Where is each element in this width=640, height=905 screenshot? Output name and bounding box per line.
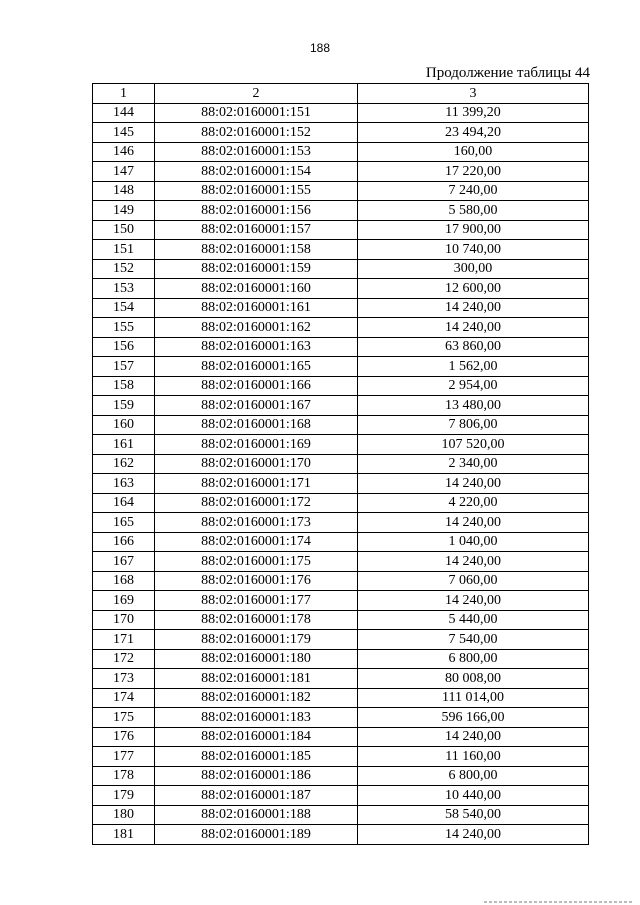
value-cell: 1 562,00 xyxy=(358,357,589,377)
cadastral-number-cell: 88:02:0160001:177 xyxy=(155,591,358,611)
row-number-cell: 168 xyxy=(93,571,155,591)
value-cell: 6 800,00 xyxy=(358,649,589,669)
table-caption: Продолжение таблицы 44 xyxy=(425,65,590,81)
row-number-cell: 147 xyxy=(93,162,155,182)
row-number-cell: 176 xyxy=(93,727,155,747)
cadastral-number-cell: 88:02:0160001:170 xyxy=(155,454,358,474)
row-number-cell: 170 xyxy=(93,610,155,630)
value-cell: 160,00 xyxy=(358,142,589,162)
value-cell: 7 806,00 xyxy=(358,415,589,435)
cadastral-number-cell: 88:02:0160001:153 xyxy=(155,142,358,162)
value-cell: 596 166,00 xyxy=(358,708,589,728)
row-number-cell: 177 xyxy=(93,747,155,767)
table-row xyxy=(93,513,589,533)
value-cell: 12 600,00 xyxy=(358,279,589,299)
value-cell: 80 008,00 xyxy=(358,669,589,689)
cadastral-number-cell: 88:02:0160001:173 xyxy=(155,513,358,533)
cadastral-number-cell: 88:02:0160001:156 xyxy=(155,201,358,221)
value-cell: 63 860,00 xyxy=(358,337,589,357)
cadastral-number-cell: 88:02:0160001:184 xyxy=(155,727,358,747)
table-row xyxy=(93,708,589,728)
data-table xyxy=(92,83,589,845)
cadastral-number-cell: 88:02:0160001:154 xyxy=(155,162,358,182)
row-number-cell: 158 xyxy=(93,376,155,396)
row-number-cell: 156 xyxy=(93,337,155,357)
cadastral-number-cell: 88:02:0160001:172 xyxy=(155,493,358,513)
row-number-cell: 163 xyxy=(93,474,155,494)
table-row xyxy=(93,240,589,260)
cadastral-number-cell: 88:02:0160001:158 xyxy=(155,240,358,260)
page-number: 188 xyxy=(309,41,331,55)
table-row xyxy=(93,337,589,357)
table-row xyxy=(93,123,589,143)
table-row xyxy=(93,727,589,747)
row-number-cell: 157 xyxy=(93,357,155,377)
value-cell: 2 340,00 xyxy=(358,454,589,474)
table-row xyxy=(93,649,589,669)
cadastral-number-cell: 88:02:0160001:165 xyxy=(155,357,358,377)
value-cell: 300,00 xyxy=(358,259,589,279)
column-header: 2 xyxy=(155,84,358,104)
row-number-cell: 146 xyxy=(93,142,155,162)
cadastral-number-cell: 88:02:0160001:152 xyxy=(155,123,358,143)
table-row xyxy=(93,610,589,630)
row-number-cell: 167 xyxy=(93,552,155,572)
cadastral-number-cell: 88:02:0160001:171 xyxy=(155,474,358,494)
row-number-cell: 175 xyxy=(93,708,155,728)
row-number-cell: 148 xyxy=(93,181,155,201)
row-number-cell: 180 xyxy=(93,805,155,825)
value-cell: 7 240,00 xyxy=(358,181,589,201)
cadastral-number-cell: 88:02:0160001:182 xyxy=(155,688,358,708)
table-header-row xyxy=(93,84,589,104)
row-number-cell: 150 xyxy=(93,220,155,240)
cadastral-number-cell: 88:02:0160001:168 xyxy=(155,415,358,435)
value-cell: 6 800,00 xyxy=(358,766,589,786)
row-number-cell: 165 xyxy=(93,513,155,533)
value-cell: 111 014,00 xyxy=(358,688,589,708)
row-number-cell: 171 xyxy=(93,630,155,650)
value-cell: 7 060,00 xyxy=(358,571,589,591)
row-number-cell: 160 xyxy=(93,415,155,435)
scan-artifact-line xyxy=(484,901,634,903)
row-number-cell: 155 xyxy=(93,318,155,338)
table-row xyxy=(93,688,589,708)
table-row xyxy=(93,786,589,806)
table-row xyxy=(93,142,589,162)
cadastral-number-cell: 88:02:0160001:151 xyxy=(155,103,358,123)
cadastral-number-cell: 88:02:0160001:178 xyxy=(155,610,358,630)
row-number-cell: 179 xyxy=(93,786,155,806)
table-row xyxy=(93,493,589,513)
value-cell: 14 240,00 xyxy=(358,513,589,533)
cadastral-number-cell: 88:02:0160001:175 xyxy=(155,552,358,572)
table-row xyxy=(93,162,589,182)
value-cell: 10 440,00 xyxy=(358,786,589,806)
value-cell: 17 900,00 xyxy=(358,220,589,240)
row-number-cell: 153 xyxy=(93,279,155,299)
value-cell: 14 240,00 xyxy=(358,825,589,845)
cadastral-number-cell: 88:02:0160001:163 xyxy=(155,337,358,357)
table-row xyxy=(93,376,589,396)
row-number-cell: 149 xyxy=(93,201,155,221)
row-number-cell: 169 xyxy=(93,591,155,611)
table-row xyxy=(93,220,589,240)
row-number-cell: 181 xyxy=(93,825,155,845)
table-row xyxy=(93,201,589,221)
cadastral-number-cell: 88:02:0160001:180 xyxy=(155,649,358,669)
cadastral-number-cell: 88:02:0160001:161 xyxy=(155,298,358,318)
cadastral-number-cell: 88:02:0160001:155 xyxy=(155,181,358,201)
value-cell: 11 399,20 xyxy=(358,103,589,123)
cadastral-number-cell: 88:02:0160001:176 xyxy=(155,571,358,591)
table-row xyxy=(93,630,589,650)
value-cell: 58 540,00 xyxy=(358,805,589,825)
cadastral-number-cell: 88:02:0160001:166 xyxy=(155,376,358,396)
cadastral-number-cell: 88:02:0160001:174 xyxy=(155,532,358,552)
cadastral-number-cell: 88:02:0160001:187 xyxy=(155,786,358,806)
value-cell: 4 220,00 xyxy=(358,493,589,513)
row-number-cell: 166 xyxy=(93,532,155,552)
value-cell: 14 240,00 xyxy=(358,298,589,318)
row-number-cell: 145 xyxy=(93,123,155,143)
table-row xyxy=(93,669,589,689)
value-cell: 14 240,00 xyxy=(358,318,589,338)
value-cell: 14 240,00 xyxy=(358,727,589,747)
table-row xyxy=(93,298,589,318)
value-cell: 13 480,00 xyxy=(358,396,589,416)
table-row xyxy=(93,415,589,435)
table-row xyxy=(93,454,589,474)
value-cell: 23 494,20 xyxy=(358,123,589,143)
value-cell: 17 220,00 xyxy=(358,162,589,182)
table-row xyxy=(93,357,589,377)
table-row xyxy=(93,747,589,767)
row-number-cell: 164 xyxy=(93,493,155,513)
value-cell: 10 740,00 xyxy=(358,240,589,260)
value-cell: 5 440,00 xyxy=(358,610,589,630)
cadastral-number-cell: 88:02:0160001:185 xyxy=(155,747,358,767)
row-number-cell: 159 xyxy=(93,396,155,416)
cadastral-number-cell: 88:02:0160001:169 xyxy=(155,435,358,455)
value-cell: 14 240,00 xyxy=(358,591,589,611)
row-number-cell: 174 xyxy=(93,688,155,708)
row-number-cell: 154 xyxy=(93,298,155,318)
table-row xyxy=(93,552,589,572)
value-cell: 7 540,00 xyxy=(358,630,589,650)
table-row xyxy=(93,571,589,591)
table-row xyxy=(93,103,589,123)
table-row xyxy=(93,532,589,552)
cadastral-number-cell: 88:02:0160001:181 xyxy=(155,669,358,689)
column-header: 1 xyxy=(93,84,155,104)
cadastral-number-cell: 88:02:0160001:189 xyxy=(155,825,358,845)
value-cell: 2 954,00 xyxy=(358,376,589,396)
table-row xyxy=(93,435,589,455)
table-row xyxy=(93,591,589,611)
value-cell: 5 580,00 xyxy=(358,201,589,221)
table-row xyxy=(93,805,589,825)
row-number-cell: 162 xyxy=(93,454,155,474)
value-cell: 1 040,00 xyxy=(358,532,589,552)
value-cell: 14 240,00 xyxy=(358,552,589,572)
cadastral-number-cell: 88:02:0160001:167 xyxy=(155,396,358,416)
row-number-cell: 178 xyxy=(93,766,155,786)
table-row xyxy=(93,259,589,279)
cadastral-number-cell: 88:02:0160001:183 xyxy=(155,708,358,728)
table-body xyxy=(93,103,589,844)
table-row xyxy=(93,474,589,494)
table-row xyxy=(93,279,589,299)
value-cell: 107 520,00 xyxy=(358,435,589,455)
row-number-cell: 172 xyxy=(93,649,155,669)
cadastral-number-cell: 88:02:0160001:179 xyxy=(155,630,358,650)
row-number-cell: 173 xyxy=(93,669,155,689)
table-row xyxy=(93,396,589,416)
row-number-cell: 152 xyxy=(93,259,155,279)
table-row xyxy=(93,181,589,201)
row-number-cell: 161 xyxy=(93,435,155,455)
row-number-cell: 144 xyxy=(93,103,155,123)
row-number-cell: 151 xyxy=(93,240,155,260)
value-cell: 14 240,00 xyxy=(358,474,589,494)
cadastral-number-cell: 88:02:0160001:160 xyxy=(155,279,358,299)
cadastral-number-cell: 88:02:0160001:162 xyxy=(155,318,358,338)
column-header: 3 xyxy=(358,84,589,104)
table-row xyxy=(93,766,589,786)
value-cell: 11 160,00 xyxy=(358,747,589,767)
cadastral-number-cell: 88:02:0160001:186 xyxy=(155,766,358,786)
cadastral-number-cell: 88:02:0160001:157 xyxy=(155,220,358,240)
cadastral-number-cell: 88:02:0160001:159 xyxy=(155,259,358,279)
table-row xyxy=(93,318,589,338)
cadastral-number-cell: 88:02:0160001:188 xyxy=(155,805,358,825)
table-row xyxy=(93,825,589,845)
